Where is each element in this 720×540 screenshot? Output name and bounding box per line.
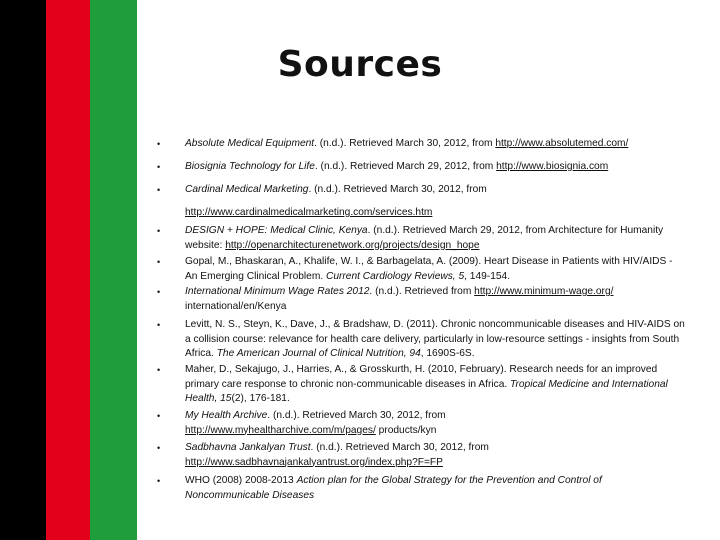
bullet: • bbox=[157, 411, 161, 421]
reference-link[interactable]: http://www.sadbhavnajankalyantrust.org/index.php?F=FP bbox=[185, 456, 443, 468]
flag-stripe-black bbox=[0, 0, 46, 540]
reference-link[interactable]: http://openarchitecturenetwork.org/projects/design_hope bbox=[225, 239, 480, 251]
slide-title: Sources bbox=[277, 44, 443, 85]
reference-link[interactable]: http://www.myhealtharchive.com/m/pages/ bbox=[185, 424, 376, 436]
flag-stripe-red bbox=[46, 0, 90, 540]
bullet: • bbox=[157, 320, 161, 330]
reference-list: • Absolute Medical Equipment. (n.d.). Retrieved March 30, 2012, from http://www.absolutemed.com/ • Biosignia Technology for Life. (n.d.). Retrieved March 29, 2012, from http://www.biosignia.com • Cardinal Medical Marketing. (n.d.). Retrieved March 30, 2012, from http://www.cardinalmedicalmarketing.com/services.htm • DESIGN + HOPE: Medical Clinic, Kenya. (n.d.). Retrieved March 29, 2012, from Architecture for Humanity website: http://openarchitecturenetwork.org/projects/design_hope • Gopal, M., Bhaskaran, A., Khalife, W. I., & Barbagelata, A. (2009). Heart Disease in Patients with HIV/AIDS - An Emerging Clinical Problem. Current Cardiology Reviews, 5, 149-154. • International Minimum Wage Rates 2012. (n.d.). Retrieved from http://www.minimum-wage.org/ international/en/Kenya • Levitt, N. S., Steyn, K., Dave, J., & Bradshaw, D. (2011). Chronic noncommunicable diseases and HIV-AIDS on a collision course: relevance for health care delivery, particularly in low-resource settings - insights from South Africa. The American Journal of Clinical Nutrition, 94, 1690S-6S. • Maher, D., Sekajugo, J., Harries, A., & Grosskurth, H. (2010, February). Research needs for an improved primary care response to chronic non-communicable diseases in Africa. Tropical Medicine and International Health, 15(2), 176-181. • My Health Archive. (n.d.). Retrieved March 30, 2012, from http://www.myhealtharchive.com/m/pages/ products/kyn • Sadbhavna Jankalyan Trust. (n.d.). Retrieved March 30, 2012, from http://www.sadbhavnajankalyantrust.org/index.php?F=FP • WHO (2008) 2008-2013 Action plan for the Global Strategy for the Prevention and Control of Noncommunicable Diseases bbox=[157, 138, 685, 501]
bullet: • bbox=[157, 185, 161, 195]
bullet: • bbox=[157, 162, 161, 172]
bullet: • bbox=[157, 257, 161, 267]
reference-link[interactable]: http://www.cardinalmedicalmarketing.com/services.htm bbox=[185, 207, 433, 218]
flag-stripe-green bbox=[90, 0, 137, 540]
bullet: • bbox=[157, 226, 161, 236]
bullet: • bbox=[157, 443, 161, 453]
bullet: • bbox=[157, 139, 161, 149]
bullet: • bbox=[157, 287, 161, 297]
bullet: • bbox=[157, 476, 161, 486]
reference-link[interactable]: http://www.minimum-wage.org/ bbox=[474, 286, 614, 297]
reference-link[interactable]: http://www.biosignia.com bbox=[496, 161, 609, 172]
reference-link[interactable]: http://www.absolutemed.com/ bbox=[495, 138, 629, 149]
bullet: • bbox=[157, 365, 161, 375]
